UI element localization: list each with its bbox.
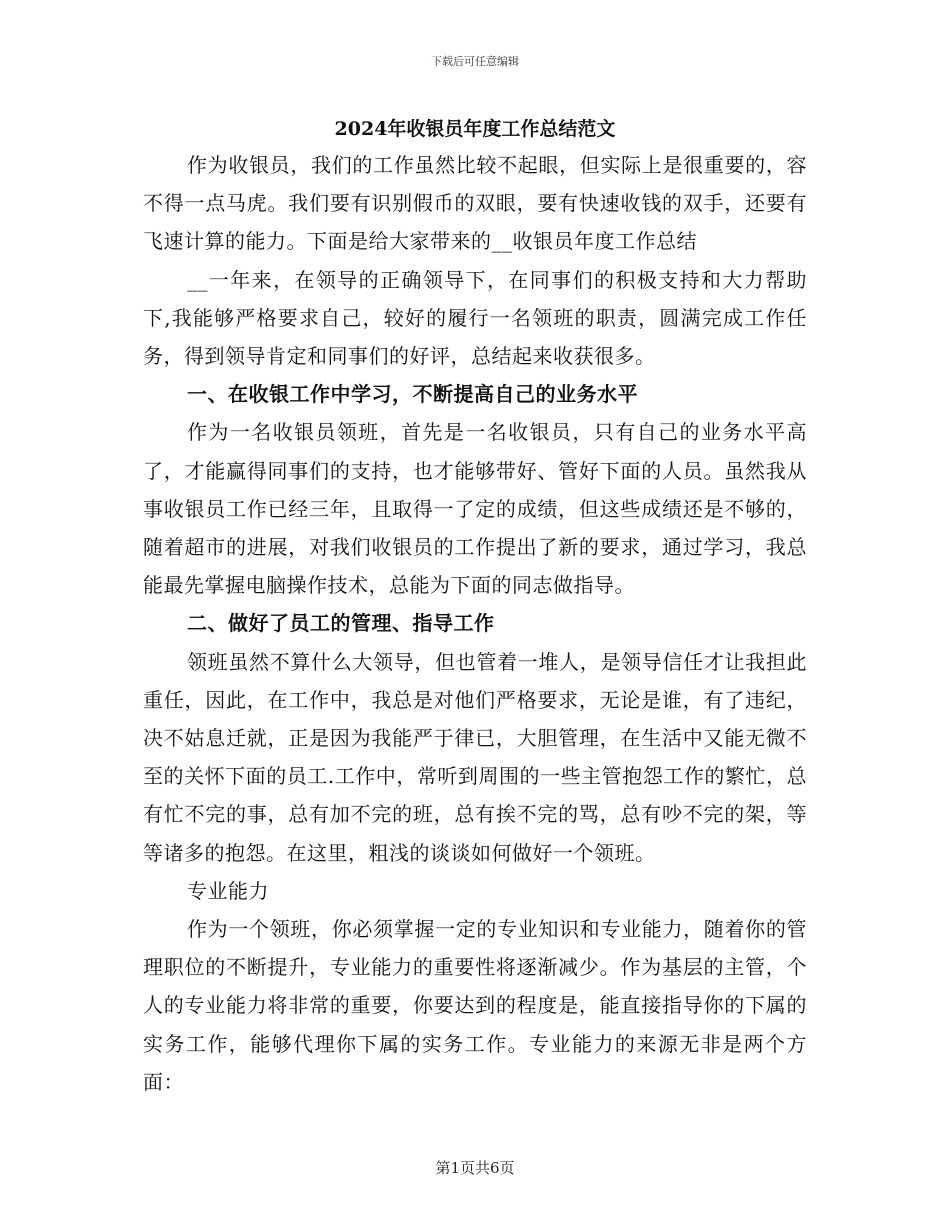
summary-paragraph: __一年来，在领导的正确领导下，在同事们的积极支持和大力帮助下,我能够严格要求自己，较好的履行一名领班的职责，圆满完成工作任务，得到领导肯定和同事们的好评，总结起来收获很多。 xyxy=(143,267,807,369)
document-body xyxy=(143,112,807,1101)
subheading-professional-ability: 专业能力 xyxy=(187,878,269,903)
section-heading-1: 一、在收银工作中学习，不断提高自己的业务水平 xyxy=(187,382,638,407)
page-header-note: 下载后可任意编辑 xyxy=(431,55,519,68)
section-1-paragraph: 作为一名收银员领班，首先是一名收银员，只有自己的业务水平高了，才能赢得同事们的支持，也才能够带好、管好下面的人员。虽然我从事收银员工作已经三年，且取得一了定的成绩，但这些成绩还是不够的，随着超市的进展，对我们收银员的工作提出了新的要求，通过学习，我总能最先掌握电脑操作技术，总能为下面的同志做指导。 xyxy=(143,420,807,598)
page-number-footer: 第1页共6页 xyxy=(435,1159,515,1177)
section-2-paragraph: 领班虽然不算什么大领导，但也管着一堆人，是领导信任才让我担此重任，因此，在工作中，我总是对他们严格要求，无论是谁，有了违纪，决不姑息迁就，正是因为我能严于律已，大胆管理，在生活中又能无微不至的关怀下面的员工.工作中，常听到周围的一些主管抱怨工作的繁忙，总有忙不完的事，总有加不完的班，总有挨不完的骂，总有吵不完的架，等等诸多的抱怨。在这里，粗浅的谈谈如何做好一个领班。 xyxy=(143,649,807,865)
intro-paragraph: 作为收银员，我们的工作虽然比较不起眼，但实际上是很重要的，容不得一点马虎。我们要有识别假币的双眼，要有快速收钱的双手，还要有飞速计算的能力。下面是给大家带来的__收银员年度工作总结 xyxy=(143,153,807,254)
document-title: 2024年收银员年度工作总结范文 xyxy=(334,118,616,140)
professional-ability-paragraph: 作为一个领班，你必须掌握一定的专业知识和专业能力，随着你的管理职位的不断提升，专业能力的重要性将逐渐减少。作为基层的主管，个人的专业能力将非常的重要，你要达到的程度是，能直接指导你的下属的实务工作，能够代理你下属的实务工作。专业能力的来源无非是两个方面： xyxy=(143,917,807,1094)
section-heading-2: 二、做好了员工的管理、指导工作 xyxy=(187,611,495,636)
